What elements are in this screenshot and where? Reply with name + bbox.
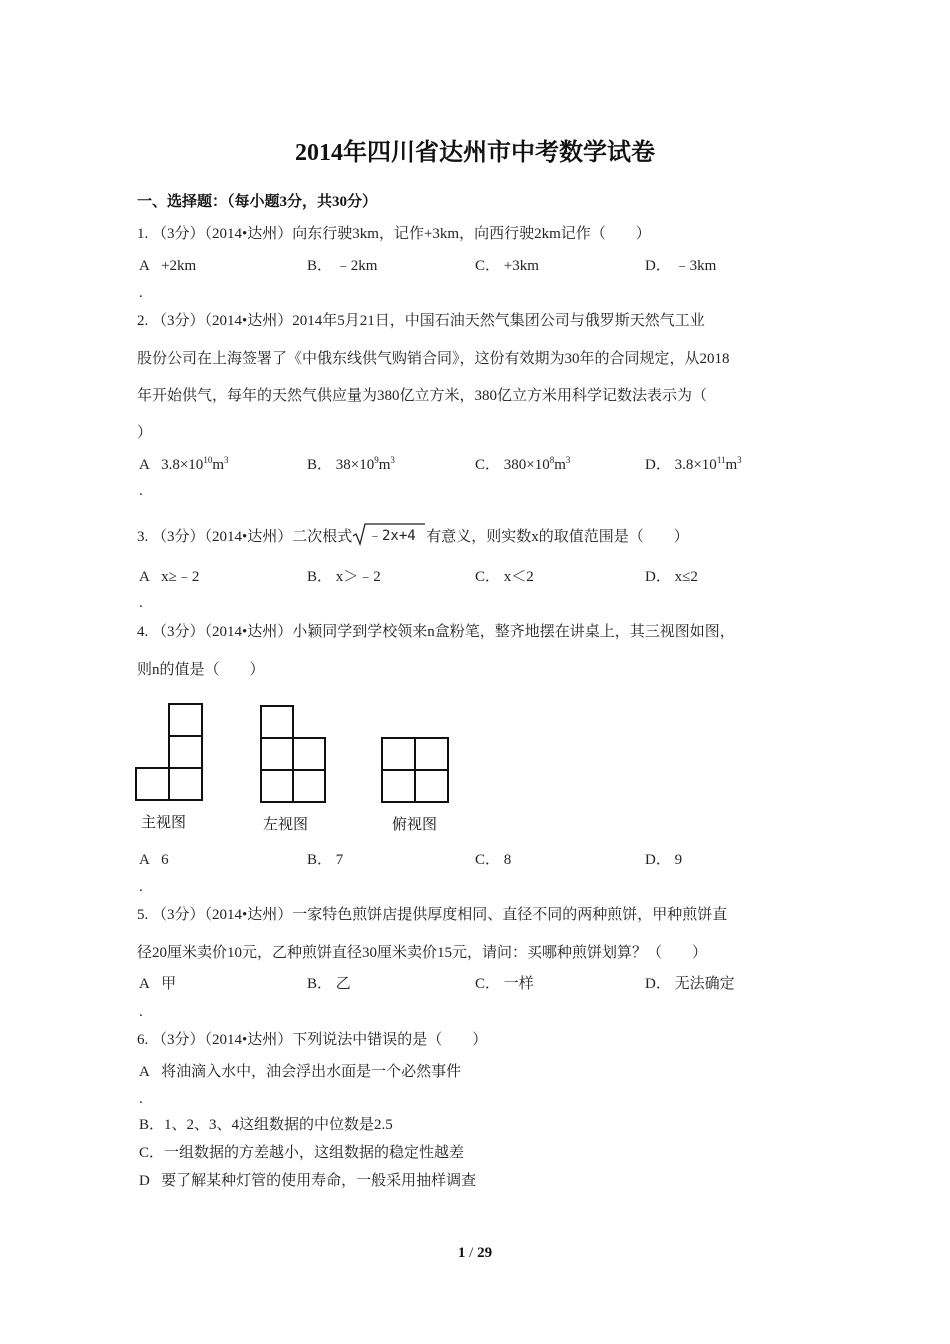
q4-option-b: B． 7: [307, 852, 344, 868]
question-1: [137, 224, 651, 244]
q4-line-1: 小颖同学到学校领来n盒粉笔，整齐地摆在讲桌上，其三视图如图，: [292, 624, 735, 640]
three-views-figure: [132, 700, 462, 804]
top-view-shape: [382, 738, 448, 802]
question-5: [137, 905, 727, 925]
q4-option-a: A 6: [139, 852, 169, 868]
top-view-label: 俯视图: [392, 815, 438, 833]
q4-dot: .: [139, 879, 143, 895]
q6-option-c: C．一组数据的方差越小，这组数据的稳定性越差: [139, 1145, 465, 1161]
q6-option-a: A 将油滴入水中，油会浮出水面是一个必然事件: [139, 1064, 462, 1080]
q4-score: （3分）: [152, 624, 205, 640]
q1-source: （2014•达州）: [204, 226, 293, 242]
left-view-shape: [261, 706, 325, 802]
q3-score: （3分）: [152, 529, 205, 545]
q1-text: 向东行驶3km，记作+3km，向西行驶2km记作（ ）: [292, 226, 651, 242]
q2-line-2: 股份公司在上海签署了《中俄东线供气购销合同》，这份有效期为30年的合同规定，从2018: [137, 351, 730, 367]
q5-number: 5.: [137, 907, 149, 923]
q3-post: 有意义，则实数x的取值范围是（ ）: [426, 529, 689, 545]
left-view-label: 左视图: [263, 815, 309, 833]
q3-option-a: A x≥﹣2: [139, 569, 200, 585]
page-number: 1 / 29: [457, 1245, 493, 1261]
q2-option-c: C． $380\times 10^8m^3$: [475, 455, 571, 473]
question-6: [137, 1030, 487, 1050]
q3-option-b: B． x＞﹣2: [307, 569, 381, 585]
q6-source: （2014•达州）: [204, 1032, 293, 1048]
front-view-shape: [136, 704, 202, 800]
q1-option-a: A +2km: [139, 258, 197, 274]
q3-option-d: D． x≤2: [645, 569, 698, 585]
q2-line-1: 2014年5月21日，中国石油天然气集团公司与俄罗斯天然气工业: [292, 313, 705, 329]
q5-line-2: 径20厘米卖价10元，乙种煎饼直径30厘米卖价15元，请问：买哪种煎饼划算？（ ）: [137, 945, 708, 961]
q6-dot: .: [139, 1091, 143, 1107]
q3-number: 3.: [137, 529, 149, 545]
q5-dot: .: [139, 1004, 143, 1020]
q3-source: （2014•达州）: [204, 529, 293, 545]
q2-option-d: D． $3.8\times 10^{11}m^3$: [645, 455, 742, 473]
q3-option-c: C． x＜2: [475, 569, 534, 585]
q1-dot: .: [139, 285, 143, 301]
q5-option-a: A 甲: [139, 976, 177, 992]
q3-pre: 二次根式: [292, 529, 353, 545]
q6-option-d: D 要了解某种灯管的使用寿命，一般采用抽样调查: [139, 1173, 477, 1189]
question-4: [137, 622, 735, 642]
q5-option-b: B． 乙: [307, 976, 351, 992]
q5-option-c: C． 一样: [475, 976, 534, 992]
q3-dot: .: [139, 595, 143, 611]
radicand-text: ﹣2x+4: [368, 528, 417, 544]
q6-text: 下列说法中错误的是（ ）: [292, 1032, 488, 1048]
question-2: [137, 311, 705, 331]
section-heading: 一、选择题：（每小题3分，共30分）: [137, 194, 378, 210]
q1-option-d: D． ﹣3km: [645, 258, 717, 274]
q2-number: 2.: [137, 313, 149, 329]
q6-option-b: B．1、2、3、4这组数据的中位数是2.5: [139, 1117, 393, 1133]
q4-line-2: 则n的值是（ ）: [137, 662, 265, 678]
q6-number: 6.: [137, 1032, 149, 1048]
q2-option-a: A $3.8\times 10^{10}m^3$: [139, 455, 229, 473]
q4-option-d: D． 9: [645, 852, 683, 868]
question-3: [137, 522, 689, 551]
q5-source: （2014•达州）: [204, 907, 293, 923]
q5-line-1: 一家特色煎饼店提供厚度相同、直径不同的两种煎饼，甲种煎饼直: [292, 907, 728, 923]
q2-line-3: 年开始供气，每年的天然气供应量为380亿立方米，380亿立方米用科学记数法表示为（: [137, 388, 708, 404]
q5-option-d: D． 无法确定: [645, 976, 735, 992]
q1-option-c: C． +3km: [475, 258, 539, 274]
q6-score: （3分）: [152, 1032, 205, 1048]
sqrt-radical: [352, 522, 426, 551]
page-title: 2014年四川省达州市中考数学试卷: [295, 140, 655, 166]
q2-line-4: ）: [137, 425, 153, 441]
q4-source: （2014•达州）: [204, 624, 293, 640]
front-view-label: 主视图: [141, 813, 187, 831]
radical-sign-icon: [352, 522, 426, 546]
q2-option-b: B． $38\times 10^9m^3$: [307, 455, 395, 473]
q1-score: （3分）: [152, 226, 205, 242]
q5-score: （3分）: [152, 907, 205, 923]
q1-number: 1.: [137, 226, 149, 242]
q2-dot: .: [139, 483, 143, 499]
q1-option-b: B． ﹣2km: [307, 258, 378, 274]
q2-source: （2014•达州）: [204, 313, 293, 329]
q2-score: （3分）: [152, 313, 205, 329]
q4-number: 4.: [137, 624, 149, 640]
q4-option-c: C． 8: [475, 852, 512, 868]
